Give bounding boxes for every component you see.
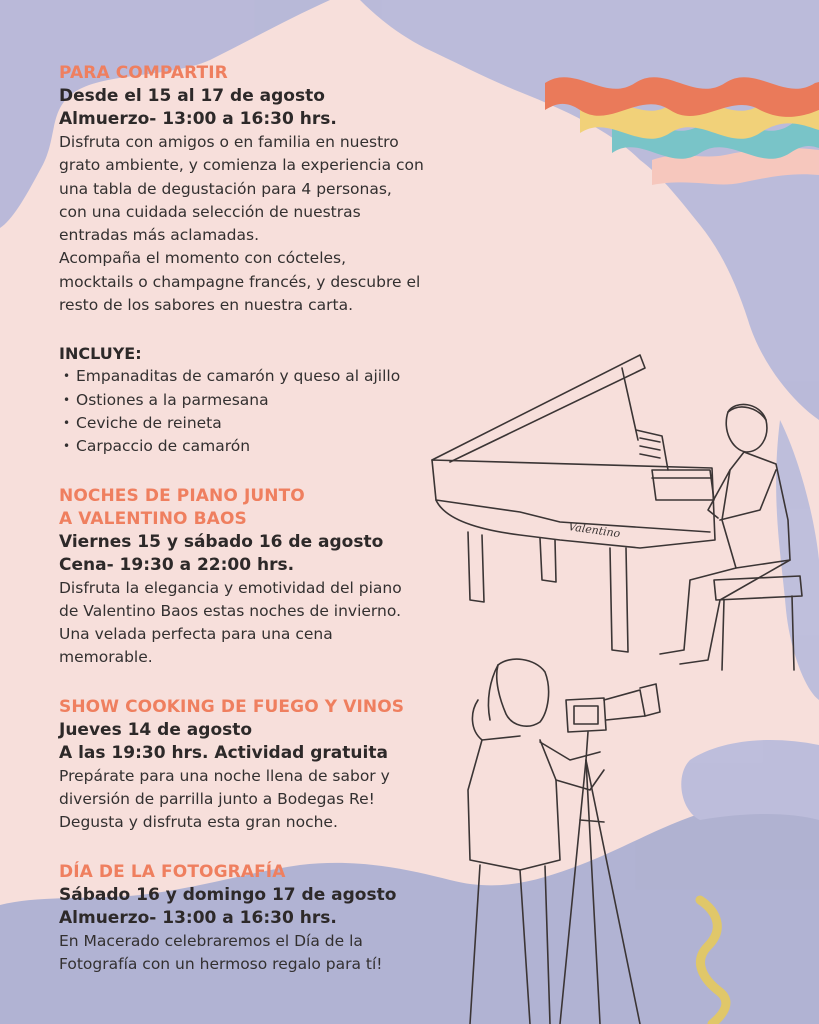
list-item: • Ceviche de reineta [59, 412, 489, 435]
includes-list [59, 365, 489, 458]
section-title: NOCHES DE PIANO JUNTO A VALENTINO BAOS [59, 485, 305, 529]
list-item: • Ostiones a la parmesana [59, 389, 489, 412]
section-description: Disfruta con amigos o en familia en nuestro grato ambiente, y comienza la experiencia con una tabla de degustación para 4 personas, con una cuidada selección de nuestras entradas más aclamadas. Acompaña el momento con cócteles, mocktails o champagne francés, y descubre el resto de los sabores en nuestra carta. [59, 133, 424, 315]
section-time: A las 19:30 hrs. Actividad gratuita [59, 742, 388, 763]
section-time: Cena- 19:30 a 22:00 hrs. [59, 554, 295, 575]
section-title: DÍA DE LA FOTOGRAFÍA [59, 861, 286, 882]
section-dates: Desde el 15 al 17 de agosto [59, 86, 325, 106]
section-time: Almuerzo- 13:00 a 16:30 hrs. [59, 109, 337, 129]
section-dates: Sábado 16 y domingo 17 de agosto [59, 884, 397, 905]
list-item: • Carpaccio de camarón [59, 435, 489, 458]
section-description: En Macerado celebraremos el Día de la Fotografía con un hermoso regalo para tí! [59, 931, 383, 973]
section-time: Almuerzo- 13:00 a 16:30 hrs. [59, 907, 337, 928]
section-noches-de-piano [59, 485, 489, 670]
section-dates: Jueves 14 de agosto [59, 719, 253, 740]
section-title: PARA COMPARTIR [59, 63, 228, 83]
section-description: Disfruta la elegancia y emotividad del piano de Valentino Baos estas noches de invierno. Una velada perfecta para una cena memorable. [59, 578, 402, 667]
main-content [59, 62, 489, 976]
section-dates: Viernes 15 y sábado 16 de agosto [59, 531, 384, 552]
list-item: • Empanaditas de camarón y queso al ajillo [59, 365, 489, 388]
includes-block [59, 342, 489, 458]
section-dia-de-la-fotografia [59, 861, 489, 977]
section-description: Prepárate para una noche llena de sabor y diversión de parrilla junto a Bodegas Re! Degusta y disfruta esta gran noche. [59, 766, 390, 832]
section-title: SHOW COOKING DE FUEGO Y VINOS [59, 696, 405, 717]
watercolor-bottom-right-shape [681, 740, 819, 820]
watercolor-right-mid-shape [776, 420, 819, 700]
section-show-cooking [59, 696, 489, 835]
wave-decoration [545, 77, 819, 185]
includes-title: INCLUYE: [59, 344, 142, 364]
section-para-compartir [59, 62, 489, 459]
piano-signature-text: Valentino [567, 520, 622, 541]
